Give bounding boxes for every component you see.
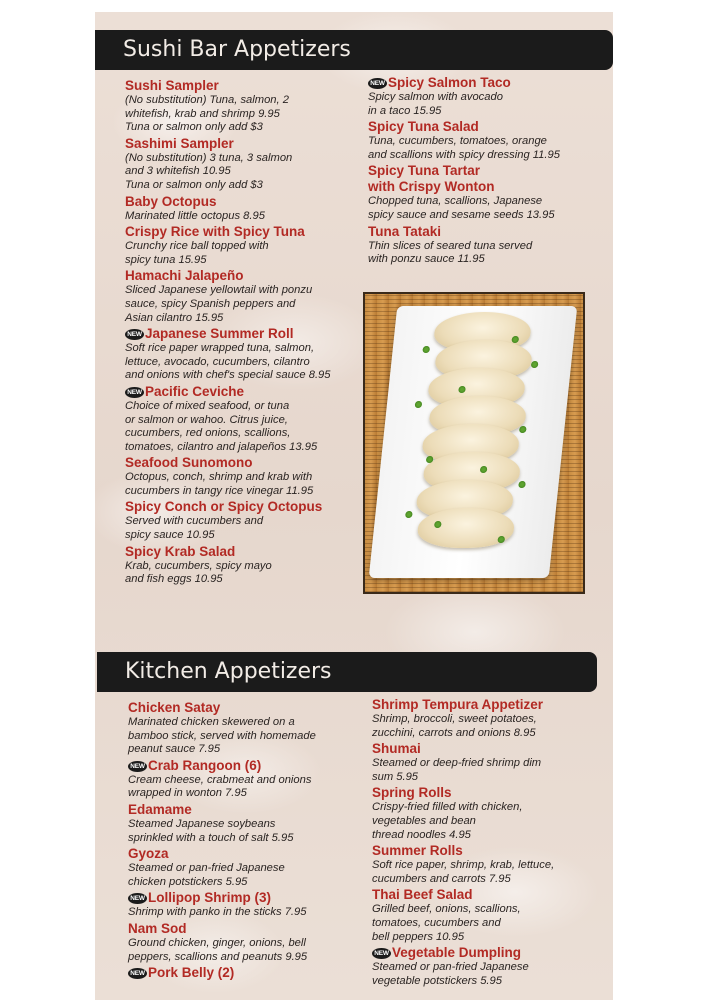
menu-item-title-text: Shumai (372, 741, 421, 757)
menu-item-description: Tuna, cucumbers, tomatoes, orange and scallions with spicy dressing 11.95 (368, 135, 560, 161)
menu-page (95, 12, 613, 1000)
menu-item-title-text: Edamame (128, 801, 192, 817)
scallion-garnish (497, 536, 505, 543)
menu-item-description: Soft rice paper wrapped tuna, salmon, lettuce, avocado, cucumbers, cilantro and onions with chef's special sauce 8.95 (125, 342, 331, 382)
menu-item-title (372, 887, 612, 903)
menu-item-description: Marinated little octopus 8.95 (125, 209, 265, 222)
sushi-left-column (125, 78, 365, 588)
menu-item-description: Grilled beef, onions, scallions, tomatoes, cucumbers and bell peppers 10.95 (372, 903, 521, 943)
menu-item-title (125, 544, 365, 560)
menu-item-description: Steamed Japanese soybeans sprinkled with a touch of salt 5.95 (128, 817, 294, 844)
menu-item-description: Marinated chicken skewered on a bamboo stick, served with homemade peanut sauce 7.95 (128, 716, 316, 756)
menu-item-description: Krab, cucumbers, spicy mayo and fish eggs 10.95 (125, 559, 272, 586)
kitchen-section-header: Kitchen Appetizers (97, 652, 597, 692)
menu-item-title-text: Shrimp Tempura Appetizer (372, 697, 544, 712)
menu-item-title-text: Crispy Rice with Spicy Tuna (125, 224, 305, 240)
scallion-garnish (519, 426, 527, 433)
menu-item-title-text: Summer Rolls (372, 843, 463, 859)
menu-item-chicken-satay (128, 700, 368, 757)
menu-item-title (125, 499, 365, 515)
menu-item-title-text: Japanese Summer Roll (145, 326, 294, 342)
menu-item-pacific-ceviche (125, 384, 365, 454)
menu-item-crispy-rice-with-spicy-tuna (125, 224, 365, 267)
menu-item-sushi-sampler (125, 78, 365, 135)
menu-item-title-text: Spicy Tuna Tartar with Crispy Wonton (368, 163, 495, 195)
menu-item-title (372, 785, 612, 801)
menu-item-description: Octopus, conch, shrimp and krab with cucumbers in tangy rice vinegar 11.95 (125, 471, 314, 497)
menu-item-title-text: Vegetable Dumpling (392, 945, 522, 961)
menu-item-title (372, 945, 612, 961)
menu-item-title (128, 965, 368, 981)
new-badge: NEW (128, 761, 147, 772)
menu-item-title (372, 741, 612, 757)
dumpling-plate-image (363, 292, 585, 594)
menu-item-description: Sliced Japanese yellowtail with ponzu sauce, spicy Spanish peppers and Asian cilantro 15.95 (125, 284, 313, 324)
menu-item-title-text: Lollipop Shrimp (3) (148, 890, 271, 906)
menu-item-spicy-krab-salad (125, 544, 365, 587)
menu-item-title-text: Thai Beef Salad (372, 887, 473, 903)
new-badge: NEW (372, 948, 391, 959)
scallion-garnish (531, 361, 539, 368)
menu-item-summer-rolls (372, 843, 612, 886)
menu-item-spicy-conch-or-spicy-octopus (125, 499, 365, 542)
kitchen-left-column (128, 700, 368, 982)
menu-item-title (125, 78, 365, 94)
menu-item-title-text: Spicy Tuna Salad (368, 119, 479, 135)
menu-item-title (125, 455, 365, 471)
menu-item-title (368, 119, 608, 135)
menu-item-title-text: Pork Belly (2) (148, 965, 235, 981)
menu-item-description: Crispy-fried filled with chicken, vegetables and bean thread noodles 4.95 (372, 801, 523, 841)
plate (369, 306, 578, 578)
scallion-garnish (405, 511, 413, 518)
menu-item-description: Ground chicken, ginger, onions, bell peppers, scallions and peanuts 9.95 (128, 936, 308, 963)
menu-item-title (125, 268, 365, 284)
menu-item-title-text: Pacific Ceviche (145, 383, 245, 399)
menu-item-description: Served with cucumbers and spicy sauce 10.95 (125, 515, 264, 542)
menu-item-title (368, 163, 608, 195)
menu-item-description: Steamed or pan-fried Japanese chicken potstickers 5.95 (128, 862, 285, 888)
new-badge: NEW (128, 968, 147, 979)
menu-item-description: Steamed or deep-fried shrimp dim sum 5.95 (372, 757, 542, 783)
menu-item-title-text: Tuna Tataki (368, 223, 442, 239)
menu-item-spicy-tuna-tartar-with-crispy-wonton (368, 163, 608, 222)
menu-item-description: Soft rice paper, shrimp, krab, lettuce, cucumbers and carrots 7.95 (372, 859, 555, 885)
menu-item-description: Shrimp with panko in the sticks 7.95 (128, 906, 307, 919)
menu-item-vegetable-dumpling (372, 945, 612, 988)
menu-item-title (368, 224, 608, 240)
sushi-section-header: Sushi Bar Appetizers (95, 30, 613, 70)
sushi-right-column (368, 75, 608, 268)
menu-item-title-text: Crab Rangoon (6) (148, 757, 262, 773)
menu-item-description: (No substitution) 3 tuna, 3 salmon and 3 whitefish 10.95 Tuna or salmon only add $3 (125, 151, 293, 191)
menu-item-lollipop-shrimp-3 (128, 890, 368, 920)
menu-item-description: Shrimp, broccoli, sweet potatoes, zucchini, carrots and onions 8.95 (372, 713, 537, 739)
menu-item-seafood-sunomono (125, 455, 365, 498)
menu-item-title (125, 384, 365, 400)
menu-item-title-text: Baby Octopus (125, 193, 217, 209)
menu-item-title (125, 194, 365, 210)
new-badge: NEW (125, 329, 144, 340)
menu-item-title (128, 758, 368, 774)
menu-item-spring-rolls (372, 785, 612, 842)
menu-item-tuna-tataki (368, 224, 608, 267)
scallion-garnish (518, 481, 526, 488)
menu-item-title-text: Chicken Satay (128, 700, 221, 715)
menu-item-title (372, 843, 612, 859)
scallion-garnish (422, 346, 430, 353)
menu-item-hamachi-jalape-o (125, 268, 365, 325)
menu-item-title (125, 136, 365, 152)
menu-item-crab-rangoon-6 (128, 758, 368, 801)
menu-item-description: Cream cheese, crabmeat and onions wrapped in wonton 7.95 (128, 773, 312, 800)
menu-item-spicy-salmon-taco (368, 75, 608, 118)
menu-item-title-text: Spicy Salmon Taco (388, 75, 511, 90)
menu-item-title-text: Gyoza (128, 846, 169, 862)
menu-item-description: Spicy salmon with avocado in a taco 15.95 (368, 91, 503, 117)
new-badge: NEW (368, 78, 387, 89)
menu-item-shumai (372, 741, 612, 784)
menu-item-description: Steamed or pan-fried Japanese vegetable potstickers 5.95 (372, 961, 529, 987)
menu-item-title (128, 700, 368, 716)
menu-item-title-text: Spicy Conch or Spicy Octopus (125, 499, 323, 515)
new-badge: NEW (125, 387, 144, 398)
menu-item-title-text: Sushi Sampler (125, 78, 219, 93)
menu-item-sashimi-sampler (125, 136, 365, 193)
menu-item-thai-beef-salad (372, 887, 612, 944)
menu-item-description: Choice of mixed seafood, or tuna or salmon or wahoo. Citrus juice, cucumbers, red onions, scallions, tomatoes, cilantro and jalapeños 13.95 (125, 399, 318, 453)
menu-item-title-text: Sashimi Sampler (125, 135, 234, 151)
new-badge: NEW (128, 893, 147, 904)
menu-item-title (372, 697, 612, 713)
menu-item-description: Chopped tuna, scallions, Japanese spicy sauce and sesame seeds 13.95 (368, 195, 555, 221)
menu-item-spicy-tuna-salad (368, 119, 608, 162)
menu-item-title-text: Seafood Sunomono (125, 455, 253, 471)
menu-item-title (128, 802, 368, 818)
scallion-garnish (415, 401, 423, 408)
menu-item-title (128, 846, 368, 862)
menu-item-title-text: Hamachi Jalapeño (125, 268, 244, 284)
menu-item-description: (No substitution) Tuna, salmon, 2 whitefish, krab and shrimp 9.95 Tuna or salmon only add $3 (125, 94, 289, 134)
menu-item-pork-belly-2 (128, 965, 368, 981)
menu-item-title-text: Spicy Krab Salad (125, 543, 236, 559)
menu-item-title (128, 890, 368, 906)
menu-item-description: Crunchy rice ball topped with spicy tuna 15.95 (125, 240, 269, 266)
menu-item-nam-sod (128, 921, 368, 964)
kitchen-right-column (372, 697, 612, 989)
menu-item-title (128, 921, 368, 937)
menu-item-description: Thin slices of seared tuna served with ponzu sauce 11.95 (368, 239, 533, 266)
menu-item-title (125, 326, 365, 342)
menu-item-title-text: Nam Sod (128, 920, 187, 936)
menu-item-edamame (128, 802, 368, 845)
menu-item-title (125, 224, 365, 240)
menu-item-title (368, 75, 608, 91)
menu-item-shrimp-tempura-appetizer (372, 697, 612, 740)
menu-item-title-text: Spring Rolls (372, 785, 452, 801)
menu-item-gyoza (128, 846, 368, 889)
menu-item-baby-octopus (125, 194, 365, 224)
menu-item-japanese-summer-roll (125, 326, 365, 383)
